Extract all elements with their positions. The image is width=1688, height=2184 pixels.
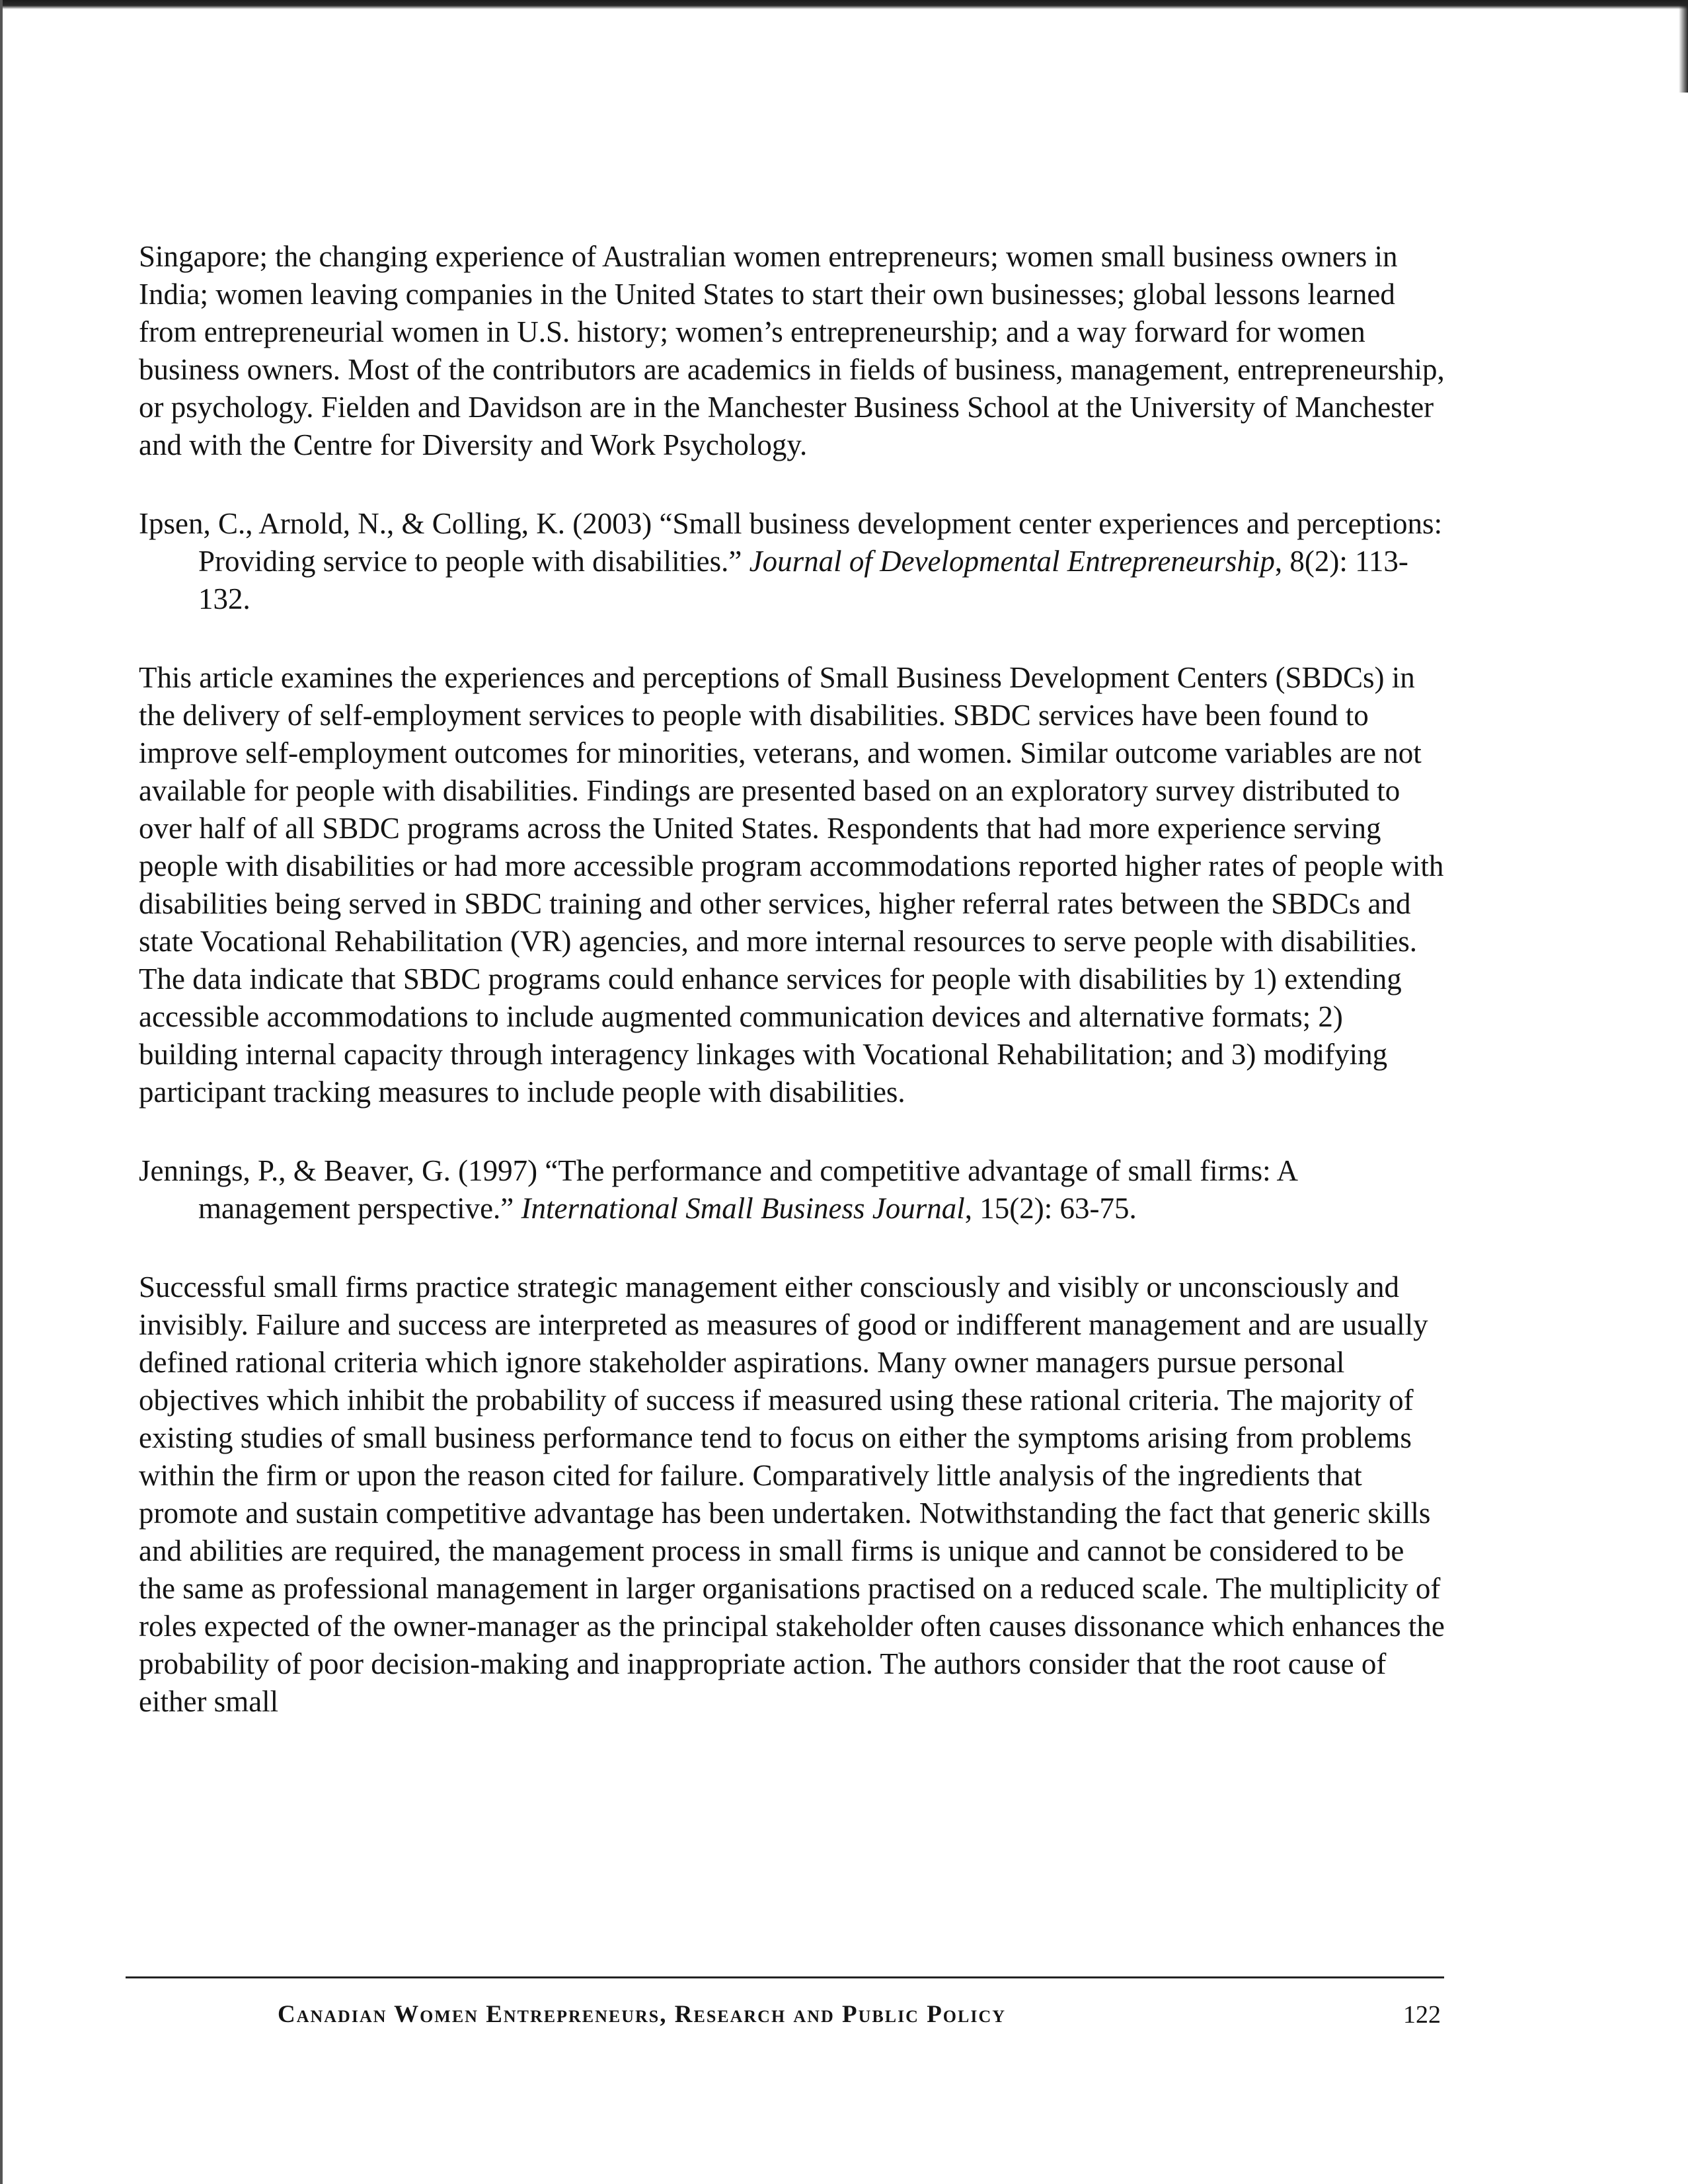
footer-divider (126, 1976, 1444, 1978)
paragraph-jennings-summary: Successful small firms practice strategic management either consciously and visibly or unconsciously and invisibly. Failure and success are interpreted as measures of good or indifferent management and are usually defined rational criteria which ignore stakeholder aspirations. Many owner managers pursue personal objectives which inhibit the probability of success if measured using these rational criteria. The majority of existing studies of small business performance tend to focus on either the symptoms arising from problems within the firm or upon the reason cited for failure. Comparatively little analysis of the ingredients that promote and sustain competitive advantage has been undertaken. Notwithstanding the fact that generic skills and abilities are required, the management process in small firms is unique and cannot be considered to be the same as professional management in larger organisations practised on a reduced scale. The multiplicity of roles expected of the owner-manager as the principal stakeholder often causes dissonance which enhances the probability of poor decision-making and inappropriate action. The authors consider that the root cause of either small (139, 1270, 1445, 1718)
paragraph-continued-summary: Singapore; the changing experience of Australian women entrepreneurs; women small business owners in India; women leaving companies in the United States to start their own businesses; global lessons learned from entrepreneurial women in U.S. history; women’s entrepreneurship; and a way forward for women business owners. Most of the contributors are academics in fields of business, management, entrepreneurship, or psychology. Fielden and Davidson are in the Manchester Business School at the University of Manchester and with the Centre for Diversity and Work Psychology. (139, 240, 1445, 461)
reference-details: , 15(2): 63-75. (964, 1192, 1137, 1225)
reference-journal: Journal of Developmental Entrepreneurship (749, 545, 1275, 578)
scan-edge-right (1679, 0, 1688, 93)
reference-jennings-1997 (139, 1152, 1447, 1228)
reference-citation: Ipsen, C., Arnold, N., & Colling, K. (2003) “Small business development center experiences and perceptions: Providing service to people with disabilities.” (139, 507, 1443, 578)
reference-ipsen-2003 (139, 505, 1447, 618)
reference-journal: International Small Business Journal (521, 1192, 965, 1225)
scan-edge-top (0, 0, 1688, 9)
page-footer (278, 1995, 1441, 2035)
reference-details: , 8(2): 113-132. (198, 545, 1408, 615)
footer-title: Canadian Women Entrepreneurs, Research and Public Policy (278, 2001, 1007, 2028)
paragraph-ipsen-summary: This article examines the experiences and perceptions of Small Business Development Centers (SBDCs) in the delivery of self-employment services to people with disabilities. SBDC services have been found to improve self-employment outcomes for minorities, veterans, and women. Similar outcome variables are not available for people with disabilities. Findings are presented based on an exploratory survey distributed to over half of all SBDC programs across the United States. Respondents that had more experience serving people with disabilities or had more accessible program accommodations reported higher rates of people with disabilities being served in SBDC training and other services, higher referral rates between the SBDCs and state Vocational Rehabilitation (VR) agencies, and more internal resources to serve people with disabilities. The data indicate that SBDC programs could enhance services for people with disabilities by 1) extending accessible accommodations to include augmented communication devices and alternative formats; 2) building internal capacity through interagency linkages with Vocational Rehabilitation; and 3) modifying participant tracking measures to include people with disabilities. (139, 661, 1444, 1109)
document-body (139, 238, 1447, 1762)
scan-edge-left (0, 0, 3, 2184)
reference-citation: Jennings, P., & Beaver, G. (1997) “The performance and competitive advantage of small firms: A management perspective.” (139, 1154, 1297, 1225)
page-number: 122 (1403, 2001, 1441, 2029)
